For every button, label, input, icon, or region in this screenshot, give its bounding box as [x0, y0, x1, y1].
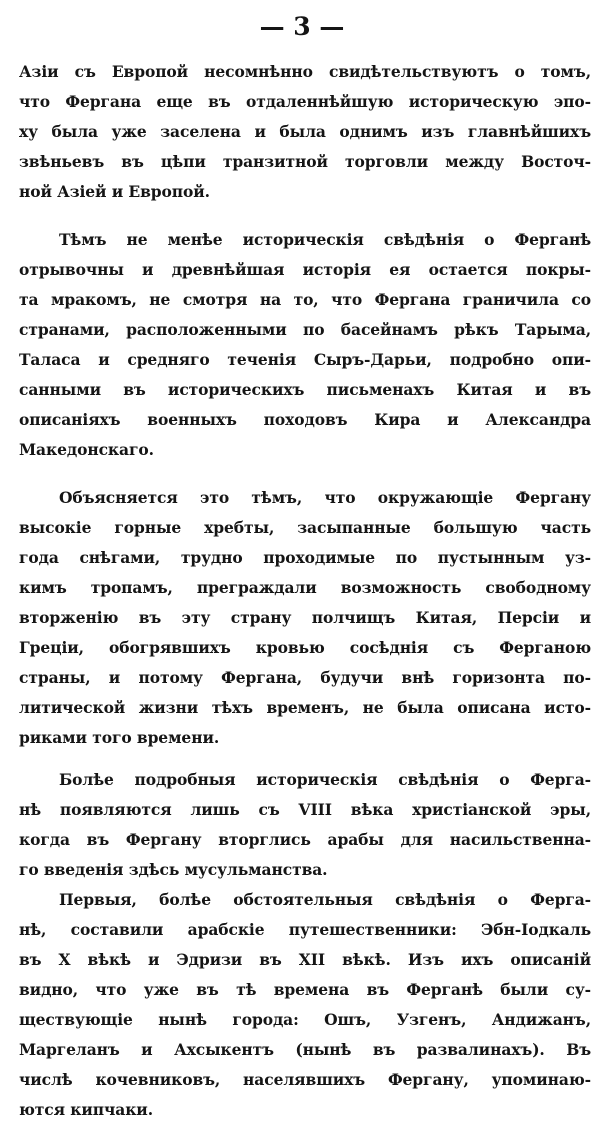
text-line: Тѣмъ не менѣе историческія свѣдѣнія о Ферганѣ: [59, 230, 591, 249]
text-line: риками того времени.: [19, 728, 220, 747]
text-line: та мракомъ, не смотря на то, что Фергана граничила со: [19, 290, 591, 309]
text-line: ху была уже заселена и была однимъ изъ главнѣйшихъ: [19, 122, 591, 141]
text-line: что Фергана еще въ отдаленнѣйшую историческую эпо-: [19, 92, 591, 111]
text-line: въ X вѣкѣ и Эдризи въ XII вѣкѣ. Изъ ихъ описаній: [19, 950, 591, 969]
text-line: звѣньевъ въ цѣпи транзитной торговли между Восточ-: [19, 152, 591, 171]
text-line: санными въ историческихъ письменахъ Китая и въ: [19, 380, 591, 399]
text-line: Маргеланъ и Ахсыкентъ (нынѣ въ развалинахъ). Въ: [19, 1040, 591, 1059]
paragraph: [19, 885, 591, 1125]
paragraph: [19, 225, 591, 465]
paragraph-gap: [19, 753, 591, 765]
text-line: Македонскаго.: [19, 440, 154, 459]
paragraph-gap: [19, 207, 591, 225]
text-line: литической жизни тѣхъ временъ, не была описана исто-: [19, 698, 591, 717]
text-line: нѣ появляются лишь съ VIII вѣка христіанской эры,: [19, 800, 591, 819]
text-line: высокіе горные хребты, засыпанные большую часть: [19, 518, 591, 537]
text-line: отрывочны и древнѣйшая исторія ея остается покры-: [19, 260, 591, 279]
text-line: Первыя, болѣе обстоятельныя свѣдѣнія о Ферга-: [59, 890, 591, 909]
text-line: страны, и потому Фергана, будучи внѣ горизонта по-: [19, 668, 591, 687]
paragraph: [19, 57, 591, 207]
body-text: [19, 57, 591, 1125]
text-line: числѣ кочевниковъ, населявшихъ Фергану, упоминаю-: [19, 1070, 591, 1089]
text-line: кимъ тропамъ, преграждали возможность свободному: [19, 578, 591, 597]
text-line: ществующіе нынѣ города: Ошъ, Узгенъ, Андижанъ,: [19, 1010, 591, 1029]
text-line: вторженію въ эту страну полчищъ Китая, Персіи и: [19, 608, 591, 627]
paragraph-gap: [19, 465, 591, 483]
text-line: Азіи съ Европой несомнѣнно свидѣтельствуютъ о томъ,: [19, 62, 591, 81]
text-line: когда въ Фергану вторглись арабы для насильственна-: [19, 830, 591, 849]
text-line: Болѣе подробныя историческія свѣдѣнія о Ферга-: [59, 770, 591, 789]
text-line: ной Азіей и Европой.: [19, 182, 210, 201]
text-line: Греціи, обогрявшихъ кровью сосѣднія съ Ферганою: [19, 638, 591, 657]
page-number: — 3 —: [259, 12, 345, 41]
text-line: ются кипчаки.: [19, 1100, 153, 1119]
text-line: нѣ, составили арабскіе путешественники: Эбн-Іодкаль: [19, 920, 591, 939]
text-line: странами, расположенными по басейнамъ рѣкъ Тарыма,: [19, 320, 591, 339]
text-line: Объясняется это тѣмъ, что окружающіе Фергану: [59, 488, 591, 507]
text-line: описаніяхъ военныхъ походовъ Кира и Александра: [19, 410, 591, 429]
text-line: видно, что уже въ тѣ времена въ Ферганѣ были су-: [19, 980, 591, 999]
text-line: года снѣгами, трудно проходимые по пустынным уз-: [19, 548, 591, 567]
paragraph: [19, 483, 591, 753]
text-line: Таласа и средняго теченія Сыръ-Дарьи, подробно опи-: [19, 350, 591, 369]
text-line: го введенія здѣсь мусульманства.: [19, 860, 328, 879]
paragraph: [19, 765, 591, 885]
